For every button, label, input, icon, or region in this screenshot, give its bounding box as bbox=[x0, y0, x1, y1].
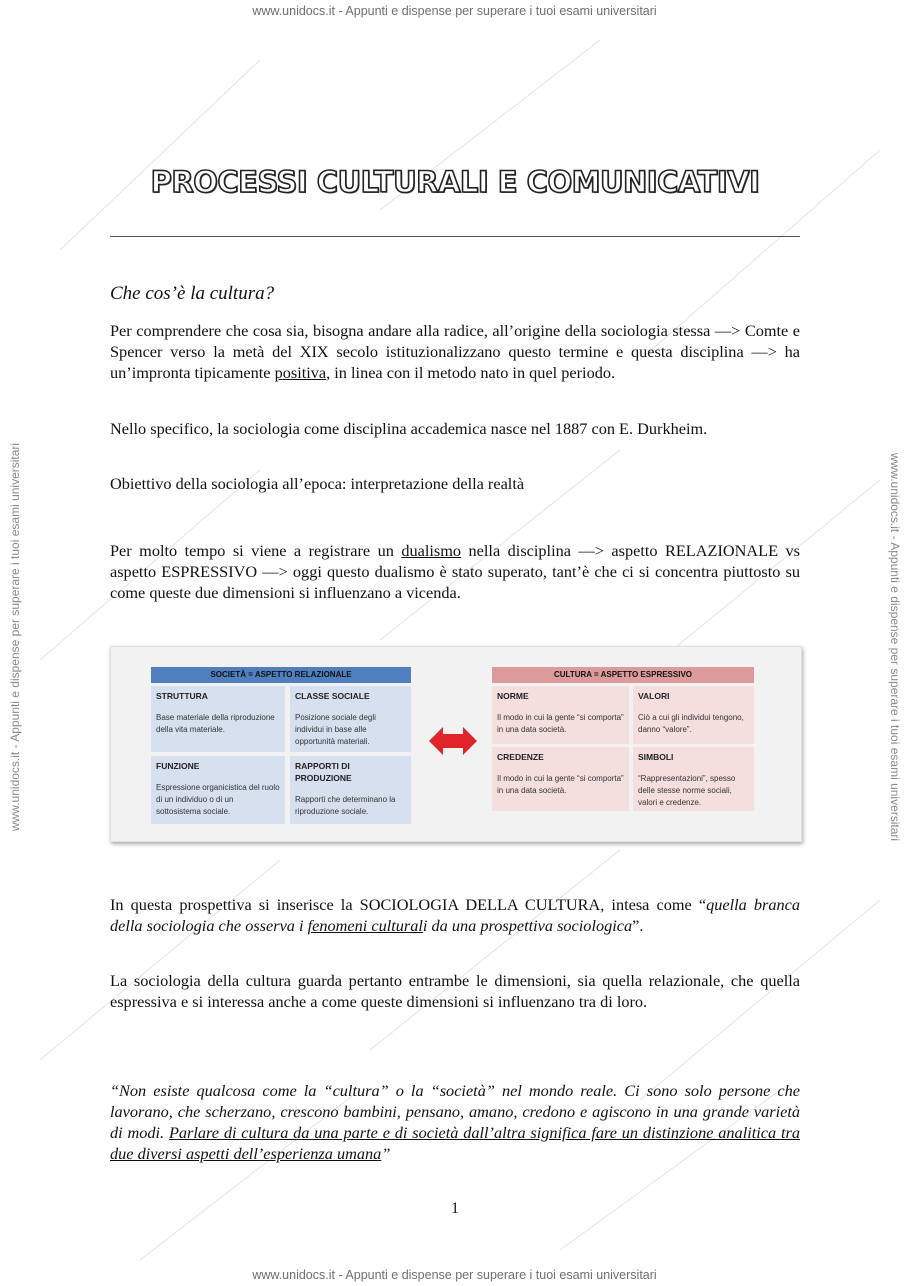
quote-text: ” bbox=[381, 1144, 391, 1163]
cell-desc: Ciò a cui gli individui tengono, danno “valore”. bbox=[638, 713, 744, 734]
cell-credenze bbox=[492, 747, 629, 811]
cell-desc: Espressione organicistica del ruolo di un individuo o di un sottosistema sociale. bbox=[156, 783, 280, 816]
cell-desc: Il modo in cui la gente “si comporta” in una data società. bbox=[497, 713, 624, 734]
cell-simboli bbox=[633, 747, 754, 811]
italic-definition: i da una prospettiva sociologica bbox=[422, 916, 633, 935]
left-header: SOCIETÀ = ASPETTO RELAZIONALE bbox=[151, 667, 411, 683]
paragraph-durkheim: Nello specifico, la sociologia come disciplina accademica nasce nel 1887 con E. Durkheim. bbox=[110, 419, 708, 438]
comparison-figure bbox=[110, 646, 802, 842]
cell-title: SIMBOLI bbox=[638, 752, 674, 762]
right-header: CULTURA = ASPETTO ESPRESSIVO bbox=[492, 667, 754, 683]
cell-desc: Il modo in cui la gente “si comporta” in una data società. bbox=[497, 774, 624, 795]
cell-title: NORME bbox=[497, 691, 529, 701]
paragraph-dualism bbox=[110, 540, 800, 603]
cell-classe-sociale bbox=[290, 686, 411, 752]
title-divider bbox=[110, 236, 800, 237]
cell-desc: “Rappresentazioni”, spesso delle stesse norme sociali, valori e credenze. bbox=[638, 774, 736, 807]
double-arrow-icon bbox=[429, 727, 477, 755]
page-title: PROCESSI CULTURALI E COMUNICATIVI bbox=[150, 165, 760, 199]
paragraph-dimensioni: La sociologia della cultura guarda pertanto entrambe le dimensioni, sia quella relazionale, che quella espressiva e si interessa anche a come queste dimensioni si influenzano tra di loro. bbox=[110, 971, 800, 1011]
cell-desc: Rapporti che determinano la riproduzione sociale. bbox=[295, 795, 396, 816]
paragraph-text: nella disciplina —> aspetto RELAZIONALE vs aspetto ESPRESSIVO —> oggi questo dualismo è stato superato, tant’è che ci si concentra piuttosto su come queste due dimensioni si influenzano a vicenda. bbox=[110, 541, 801, 602]
cell-desc: Posizione sociale degli individui in base alle opportunità materiali. bbox=[295, 713, 376, 746]
cell-title: FUNZIONE bbox=[156, 761, 200, 771]
paragraph-text: Per molto tempo si viene a registrare un bbox=[110, 541, 402, 560]
underlined-term: positiva bbox=[274, 363, 327, 382]
cell-desc: Base materiale della riproduzione della vita materiale. bbox=[156, 713, 275, 734]
quote-block bbox=[110, 1080, 800, 1164]
cell-title: RAPPORTI DI PRODUZIONE bbox=[295, 761, 352, 783]
page-number: 1 bbox=[451, 1200, 459, 1217]
cell-norme bbox=[492, 686, 629, 744]
watermark-footer: www.unidocs.it - Appunti e dispense per superare i tuoi esami universitari bbox=[252, 1268, 657, 1282]
cell-title: CREDENZE bbox=[497, 752, 544, 762]
cell-valori bbox=[633, 686, 754, 744]
watermark-side-left: www.unidocs.it - Appunti e dispense per superare i tuoi esami universitari bbox=[8, 442, 22, 832]
cell-title: STRUTTURA bbox=[156, 691, 208, 701]
underlined-term: fenomeni cultural bbox=[307, 916, 423, 935]
paragraph-objective: Obiettivo della sociologia all’epoca: interpretazione della realtà bbox=[110, 474, 525, 493]
paragraph-text: In questa prospettiva si inserisce la SOCIOLOGIA DELLA CULTURA, intesa come “ bbox=[110, 895, 707, 914]
watermark-header: www.unidocs.it - Appunti e dispense per superare i tuoi esami universitari bbox=[252, 4, 657, 18]
cell-title: CLASSE SOCIALE bbox=[295, 691, 370, 701]
paragraph-origin bbox=[110, 320, 800, 383]
paragraph-text: ”. bbox=[632, 916, 644, 935]
watermark-side-right: www.unidocs.it - Appunti e dispense per superare i tuoi esami universitari bbox=[888, 452, 902, 842]
section-heading: Che cos’è la cultura? bbox=[110, 283, 275, 304]
cell-rapporti-produzione bbox=[290, 756, 411, 824]
underlined-term: dualismo bbox=[401, 541, 462, 560]
italic-definition: quella branca della sociologia che osserva i bbox=[110, 895, 801, 935]
paragraph-text: Per comprendere che cosa sia, bisogna andare alla radice, all’origine della sociologia stessa —> Comte e Spencer verso la metà del XIX secolo istituzionalizzano questo termine e questa disciplina —> ha un’impronta tipicamente bbox=[110, 321, 800, 382]
quote-underlined: Parlare di cultura da una parte e di società dall’altra significa fare un distinzione analitica tra due diversi aspetti dell’esperienza umana bbox=[110, 1123, 800, 1163]
paragraph-sociologia-cultura bbox=[110, 894, 800, 936]
cell-struttura bbox=[151, 686, 285, 752]
paragraph-text: , in linea con il metodo nato in quel periodo. bbox=[326, 363, 616, 382]
quote-text: “Non esiste qualcosa come la “cultura” o la “società” nel mondo reale. Ci sono solo persone che lavorano, che scherzano, crescono bambini, pensano, amano, credono e agiscono in una grande varietà di modi. bbox=[110, 1081, 800, 1142]
cell-title: VALORI bbox=[638, 691, 670, 701]
cell-funzione bbox=[151, 756, 285, 824]
